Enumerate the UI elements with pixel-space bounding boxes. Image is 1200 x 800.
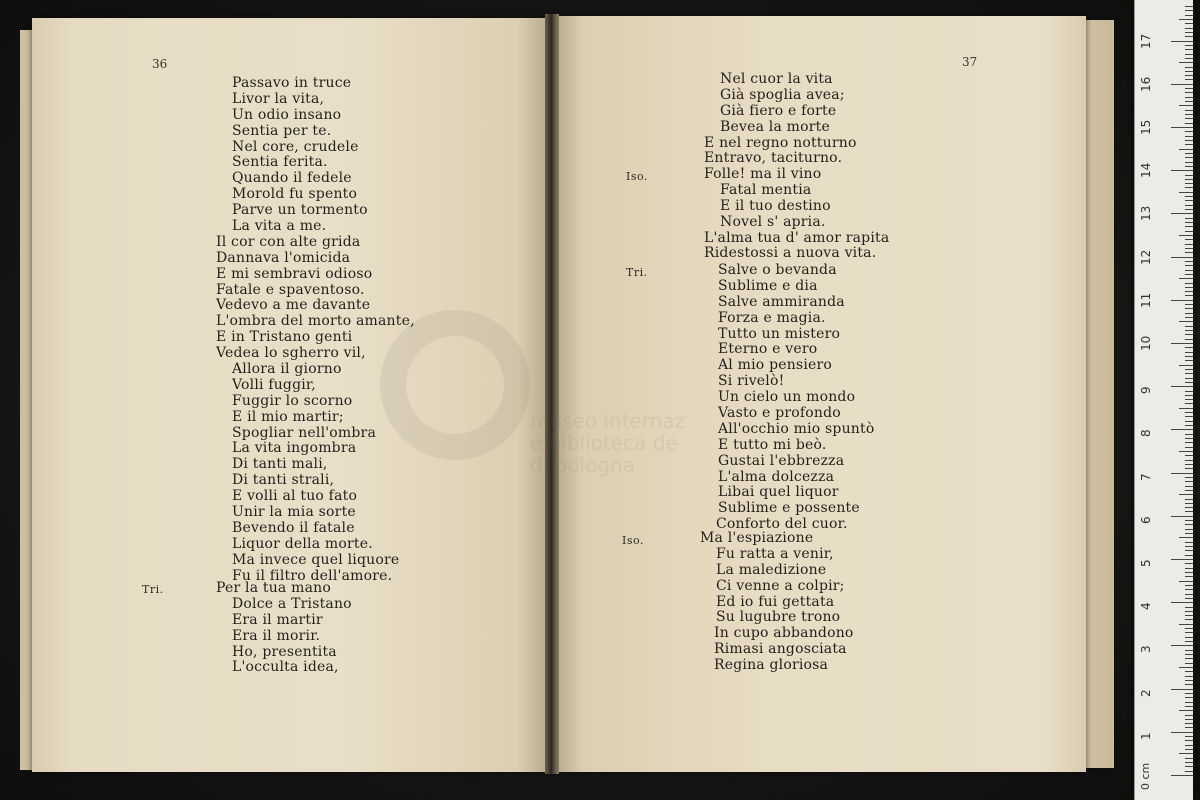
ruler-tick xyxy=(1171,41,1193,42)
ruler-tick xyxy=(1185,28,1193,29)
ruler-number: 10 xyxy=(1139,335,1153,351)
ruler-tick xyxy=(1185,123,1193,124)
speaker-label-iso-1: Iso. xyxy=(626,170,648,183)
ruler-tick xyxy=(1185,503,1193,504)
verse-line: Nel core, crudele xyxy=(232,138,359,155)
ruler-number: 13 xyxy=(1139,206,1153,222)
ruler-tick xyxy=(1185,200,1193,201)
verse-line: Unir la mia sorte xyxy=(232,504,356,521)
ruler-tick xyxy=(1185,308,1193,309)
verse-line: Fatale e spaventoso. xyxy=(216,281,365,298)
ruler-tick xyxy=(1185,183,1193,184)
ruler-tick xyxy=(1171,473,1193,474)
ruler-tick xyxy=(1179,753,1193,754)
ruler-tick xyxy=(1179,624,1193,625)
ruler-tick xyxy=(1185,162,1193,163)
ruler-tick xyxy=(1185,131,1193,132)
verse-line: Fuggir lo scorno xyxy=(232,392,353,409)
verse-line: Di tanti strali, xyxy=(232,472,335,489)
ruler-tick xyxy=(1185,36,1193,37)
ruler-number: 9 xyxy=(1139,386,1153,395)
ruler-tick xyxy=(1185,153,1193,154)
ruler-tick xyxy=(1185,403,1193,404)
verse-line: La vita ingombra xyxy=(232,440,357,457)
ruler-tick xyxy=(1185,75,1193,76)
ruler-tick xyxy=(1185,291,1193,292)
verse-line: Rimasi angosciata xyxy=(714,641,847,658)
speaker-label-tri-left: Tri. xyxy=(142,583,164,596)
ruler-tick xyxy=(1185,594,1193,595)
ruler-tick xyxy=(1179,581,1193,582)
verse-line: Libai quel liquor xyxy=(718,484,839,501)
ruler-tick xyxy=(1185,619,1193,620)
ruler-tick xyxy=(1185,533,1193,534)
ruler-tick xyxy=(1185,382,1193,383)
verse-line: La vita a me. xyxy=(232,218,327,235)
verse-line: Novel s' apria. xyxy=(720,213,826,230)
ruler-tick xyxy=(1185,529,1193,530)
verse-line: L'ombra del morto amante, xyxy=(216,313,415,330)
ruler-tick xyxy=(1185,222,1193,223)
verse-line: E in Tristano genti xyxy=(216,329,353,346)
ruler-tick xyxy=(1185,524,1193,525)
verse-line: Vasto e profondo xyxy=(718,405,841,422)
ruler-tick xyxy=(1171,386,1193,387)
ruler-number: 8 xyxy=(1139,429,1153,438)
ruler-tick xyxy=(1185,671,1193,672)
verse-line: Salve ammiranda xyxy=(718,293,845,310)
ruler-tick xyxy=(1185,58,1193,59)
verse-line: Eterno e vero xyxy=(718,341,818,358)
verse-line: Entravo, taciturno. xyxy=(704,150,843,167)
ruler-tick xyxy=(1185,693,1193,694)
ruler-tick xyxy=(1185,421,1193,422)
speaker-label-tri-right: Tri. xyxy=(626,266,648,279)
ruler-tick xyxy=(1185,412,1193,413)
ruler-tick xyxy=(1185,438,1193,439)
ruler-tick xyxy=(1185,460,1193,461)
verse-line: Di tanti mali, xyxy=(232,456,328,473)
verse-line: Già fiero e forte xyxy=(720,102,837,119)
ruler-tick xyxy=(1185,391,1193,392)
ruler-tick xyxy=(1185,702,1193,703)
ruler-tick xyxy=(1185,607,1193,608)
verse-line: Spogliar nell'ombra xyxy=(232,424,376,441)
verse-line: Sublime e dia xyxy=(718,277,818,294)
ruler-tick xyxy=(1185,304,1193,305)
ruler-tick xyxy=(1185,283,1193,284)
ruler-tick xyxy=(1185,615,1193,616)
ruler-tick xyxy=(1185,23,1193,24)
ruler-tick xyxy=(1185,231,1193,232)
ruler-number: 17 xyxy=(1139,33,1153,49)
ruler-tick xyxy=(1185,378,1193,379)
ruler-tick xyxy=(1185,360,1193,361)
verse-line: Un cielo un mondo xyxy=(718,389,856,406)
verse-line: Bevendo il fatale xyxy=(232,519,355,536)
verse-line: Un odio insano xyxy=(232,106,342,123)
ruler-tick xyxy=(1185,317,1193,318)
verse-line: Parve un tormento xyxy=(232,202,368,219)
left-verse-block-b xyxy=(216,581,352,676)
ruler-number: 12 xyxy=(1139,249,1153,265)
ruler-tick xyxy=(1185,45,1193,46)
ruler-tick xyxy=(1171,645,1193,646)
verse-line: Vedevo a me davante xyxy=(216,297,371,314)
verse-line: Vedea lo sgherro vil, xyxy=(216,345,366,362)
ruler-tick xyxy=(1185,352,1193,353)
verse-line: In cupo abbandono xyxy=(714,625,854,642)
verse-line: L'alma dolcezza xyxy=(718,468,835,485)
verse-line: Il cor con alte grida xyxy=(216,233,361,250)
ruler-tick xyxy=(1185,157,1193,158)
ruler-tick xyxy=(1185,568,1193,569)
ruler-tick xyxy=(1179,192,1193,193)
verse-line: E volli al tuo fato xyxy=(232,488,358,505)
verse-line: E il tuo destino xyxy=(720,197,831,214)
ruler-tick xyxy=(1185,477,1193,478)
ruler-tick xyxy=(1185,490,1193,491)
ruler-tick xyxy=(1185,6,1193,7)
ruler-tick xyxy=(1185,632,1193,633)
verse-line: Ho, presentita xyxy=(232,643,337,660)
ruler-tick xyxy=(1185,727,1193,728)
verse-line: Allora il giorno xyxy=(232,361,342,378)
ruler-tick xyxy=(1185,373,1193,374)
ruler-tick xyxy=(1179,710,1193,711)
verse-line: Era il morir. xyxy=(232,627,321,644)
ruler-tick xyxy=(1185,481,1193,482)
verse-line: L'occulta idea, xyxy=(232,659,339,676)
verse-line: Gustai l'ebbrezza xyxy=(718,452,845,469)
ruler-tick xyxy=(1179,365,1193,366)
verse-line: All'occhio mio spuntò xyxy=(718,420,875,437)
verse-line: Al mio pensiero xyxy=(718,357,833,374)
ruler-number: 15 xyxy=(1139,119,1153,135)
ruler-tick xyxy=(1185,265,1193,266)
ruler-tick xyxy=(1185,92,1193,93)
speaker-label-iso-2: Iso. xyxy=(622,534,644,547)
ruler-number: 14 xyxy=(1139,162,1153,179)
ruler-tick xyxy=(1185,101,1193,102)
ruler-tick xyxy=(1171,343,1193,344)
ruler-tick xyxy=(1185,425,1193,426)
ruler-tick xyxy=(1185,114,1193,115)
ruler-tick xyxy=(1185,715,1193,716)
verse-line: Ma invece quel liquore xyxy=(232,551,400,568)
ruler-number: 7 xyxy=(1139,472,1153,481)
ruler-tick xyxy=(1179,408,1193,409)
ruler-tick xyxy=(1185,274,1193,275)
ruler-number: 11 xyxy=(1139,292,1153,308)
verse-line: Dolce a Tristano xyxy=(232,595,352,612)
verse-line: Folle! ma il vino xyxy=(704,166,822,182)
ruler-tick xyxy=(1185,546,1193,547)
ruler-tick xyxy=(1185,334,1193,335)
ruler-tick xyxy=(1185,555,1193,556)
ruler-tick xyxy=(1185,110,1193,111)
ruler-tick xyxy=(1185,676,1193,677)
ruler-tick xyxy=(1185,464,1193,465)
verse-line: Già spoglia avea; xyxy=(720,86,845,103)
ruler-tick xyxy=(1185,118,1193,119)
ruler-tick xyxy=(1185,762,1193,763)
ruler-tick xyxy=(1185,576,1193,577)
ruler-tick xyxy=(1185,347,1193,348)
verse-line: Ed io fui gettata xyxy=(716,593,835,610)
verse-line: Sublime e possente xyxy=(718,500,860,517)
ruler-tick xyxy=(1185,54,1193,55)
verse-line: Salve o bevanda xyxy=(718,262,837,278)
ruler-tick xyxy=(1171,300,1193,301)
ruler-tick xyxy=(1185,179,1193,180)
ruler-tick xyxy=(1185,218,1193,219)
ruler-tick xyxy=(1171,429,1193,430)
ruler-tick xyxy=(1179,494,1193,495)
ruler-tick xyxy=(1185,10,1193,11)
ruler-tick xyxy=(1185,67,1193,68)
ruler-tick xyxy=(1185,723,1193,724)
right-verse-block-a xyxy=(704,72,857,167)
ruler-tick xyxy=(1185,447,1193,448)
ruler-tick xyxy=(1179,62,1193,63)
ruler-tick xyxy=(1185,745,1193,746)
ruler-tick xyxy=(1185,32,1193,33)
ruler-tick xyxy=(1185,15,1193,16)
right-verse-block-c xyxy=(704,263,874,533)
ruler-tick xyxy=(1185,736,1193,737)
verse-line: Su lugubre trono xyxy=(716,609,841,626)
ruler-tick xyxy=(1185,330,1193,331)
ruler-tick xyxy=(1185,287,1193,288)
ruler-tick xyxy=(1185,511,1193,512)
verse-line: Nel cuor la vita xyxy=(720,71,833,87)
verse-line: Volli fuggir, xyxy=(232,376,316,393)
ruler-tick xyxy=(1185,654,1193,655)
ruler-tick xyxy=(1171,170,1193,171)
ruler-tick xyxy=(1179,321,1193,322)
ruler-tick xyxy=(1185,187,1193,188)
ruler-tick xyxy=(1185,589,1193,590)
ruler-tick xyxy=(1171,732,1193,733)
ruler-tick xyxy=(1185,507,1193,508)
ruler-tick xyxy=(1185,295,1193,296)
verse-line: E nel regno notturno xyxy=(704,134,857,151)
ruler-tick xyxy=(1185,697,1193,698)
ruler-tick xyxy=(1185,520,1193,521)
ruler-tick xyxy=(1185,136,1193,137)
ruler-tick xyxy=(1185,550,1193,551)
verse-line: Fu il filtro dell'amore. xyxy=(232,567,393,584)
ruler-tick xyxy=(1185,749,1193,750)
ruler-tick xyxy=(1185,719,1193,720)
ruler-tick xyxy=(1171,257,1193,258)
ruler-tick xyxy=(1185,499,1193,500)
verse-line: La maledizione xyxy=(716,561,827,578)
ruler-tick xyxy=(1185,140,1193,141)
ruler-tick xyxy=(1185,611,1193,612)
ruler-tick xyxy=(1171,602,1193,603)
ruler-tick xyxy=(1185,585,1193,586)
ruler-unit-label: 0 cm xyxy=(1139,762,1152,790)
verse-line: Dannava l'omicida xyxy=(216,249,351,266)
verse-line: Forza e magia. xyxy=(718,309,826,326)
ruler-tick xyxy=(1171,689,1193,690)
ruler-tick xyxy=(1185,758,1193,759)
ruler-tick xyxy=(1185,395,1193,396)
ruler-tick xyxy=(1185,209,1193,210)
ruler-tick xyxy=(1171,516,1193,517)
ruler-tick xyxy=(1185,542,1193,543)
ruler-tick xyxy=(1179,19,1193,20)
ruler-number: 5 xyxy=(1139,559,1153,567)
ruler-tick xyxy=(1185,442,1193,443)
ruler-tick xyxy=(1185,455,1193,456)
ruler-tick xyxy=(1179,149,1193,150)
ruler-tick xyxy=(1185,196,1193,197)
verse-line: Fatal mentia xyxy=(720,181,812,198)
ruler-tick xyxy=(1185,166,1193,167)
ruler-tick xyxy=(1185,326,1193,327)
ruler-tick xyxy=(1185,356,1193,357)
verse-line: Conforto del cuor. xyxy=(716,516,848,533)
ruler-tick xyxy=(1185,97,1193,98)
ruler-tick xyxy=(1179,105,1193,106)
page-number-left: 36 xyxy=(152,57,168,71)
verse-line: Ridestossi a nuova vita. xyxy=(704,245,877,262)
ruler-tick xyxy=(1185,706,1193,707)
ruler-number: 4 xyxy=(1139,602,1153,611)
ruler-tick xyxy=(1185,399,1193,400)
ruler-tick xyxy=(1185,684,1193,685)
ruler-tick xyxy=(1185,416,1193,417)
ruler-tick xyxy=(1185,598,1193,599)
verse-line: Fu ratta a venir, xyxy=(716,545,834,562)
ruler-tick xyxy=(1185,226,1193,227)
ruler-tick xyxy=(1185,244,1193,245)
ruler-number: 2 xyxy=(1139,688,1153,697)
ruler-tick xyxy=(1171,213,1193,214)
ruler-tick xyxy=(1185,313,1193,314)
verse-line: E mi sembravi odioso xyxy=(216,265,373,282)
ruler-tick xyxy=(1179,451,1193,452)
ruler-tick xyxy=(1185,641,1193,642)
ruler-tick xyxy=(1185,468,1193,469)
ruler-tick xyxy=(1185,369,1193,370)
ruler-tick xyxy=(1185,563,1193,564)
ruler-tick xyxy=(1185,339,1193,340)
measuring-ruler xyxy=(1134,0,1193,800)
ruler-tick xyxy=(1185,628,1193,629)
ruler-number: 16 xyxy=(1139,76,1153,92)
ruler-tick xyxy=(1185,270,1193,271)
ruler-tick xyxy=(1185,79,1193,80)
ruler-tick xyxy=(1185,205,1193,206)
verse-line: Sentia ferita. xyxy=(232,154,328,171)
verse-line: Tutto un mistero xyxy=(718,325,841,342)
ruler-tick xyxy=(1185,740,1193,741)
verse-line: Si rivelò! xyxy=(718,373,785,390)
left-verse-block-a xyxy=(216,76,415,585)
ruler-tick xyxy=(1185,261,1193,262)
ruler-tick xyxy=(1179,667,1193,668)
ruler-tick xyxy=(1185,49,1193,50)
ruler-tick xyxy=(1185,658,1193,659)
ruler-number: 6 xyxy=(1139,516,1153,524)
ruler-tick xyxy=(1185,88,1193,89)
ruler-tick xyxy=(1185,486,1193,487)
ruler-tick xyxy=(1185,434,1193,435)
ruler-tick xyxy=(1185,663,1193,664)
verse-line: Ma l'espiazione xyxy=(700,530,814,546)
verse-line: Morold fu spento xyxy=(232,186,358,203)
right-verse-block-b xyxy=(704,167,889,262)
ruler-tick xyxy=(1179,235,1193,236)
ruler-tick xyxy=(1185,650,1193,651)
verse-line: E tutto mi beò. xyxy=(718,436,827,453)
ruler-tick xyxy=(1179,278,1193,279)
verse-line: Regina gloriosa xyxy=(714,657,829,674)
ruler-tick xyxy=(1185,239,1193,240)
ruler-tick xyxy=(1185,248,1193,249)
ruler-tick xyxy=(1171,775,1193,776)
ruler-tick xyxy=(1171,84,1193,85)
verse-line: Passavo in truce xyxy=(232,75,352,91)
ruler-tick xyxy=(1185,572,1193,573)
verse-line: Liquor della morte. xyxy=(232,535,373,552)
ruler-tick xyxy=(1185,252,1193,253)
ruler-tick xyxy=(1185,637,1193,638)
verse-line: Livor la vita, xyxy=(232,90,325,107)
ruler-number: 1 xyxy=(1139,732,1153,740)
ruler-tick xyxy=(1185,766,1193,767)
ruler-tick xyxy=(1171,559,1193,560)
verse-line: Per la tua mano xyxy=(216,580,331,596)
book-gutter xyxy=(545,14,559,774)
ruler-tick xyxy=(1185,71,1193,72)
ruler-tick xyxy=(1179,537,1193,538)
verse-line: Bevea la morte xyxy=(720,118,830,135)
verse-line: E il mio martir; xyxy=(232,408,344,425)
verse-line: Sentia per te. xyxy=(232,122,332,139)
right-verse-block-d xyxy=(700,531,854,674)
ruler-tick xyxy=(1185,771,1193,772)
ruler-tick xyxy=(1185,175,1193,176)
ruler-tick xyxy=(1185,144,1193,145)
page-number-right: 37 xyxy=(962,55,978,69)
ruler-tick xyxy=(1171,127,1193,128)
ruler-number: 3 xyxy=(1139,645,1153,654)
verse-line: Ci venne a colpir; xyxy=(716,577,845,594)
verse-line: Quando il fedele xyxy=(232,170,352,187)
verse-line: L'alma tua d' amor rapita xyxy=(704,229,890,246)
verse-line: Era il martir xyxy=(232,611,323,628)
ruler-tick xyxy=(1185,680,1193,681)
